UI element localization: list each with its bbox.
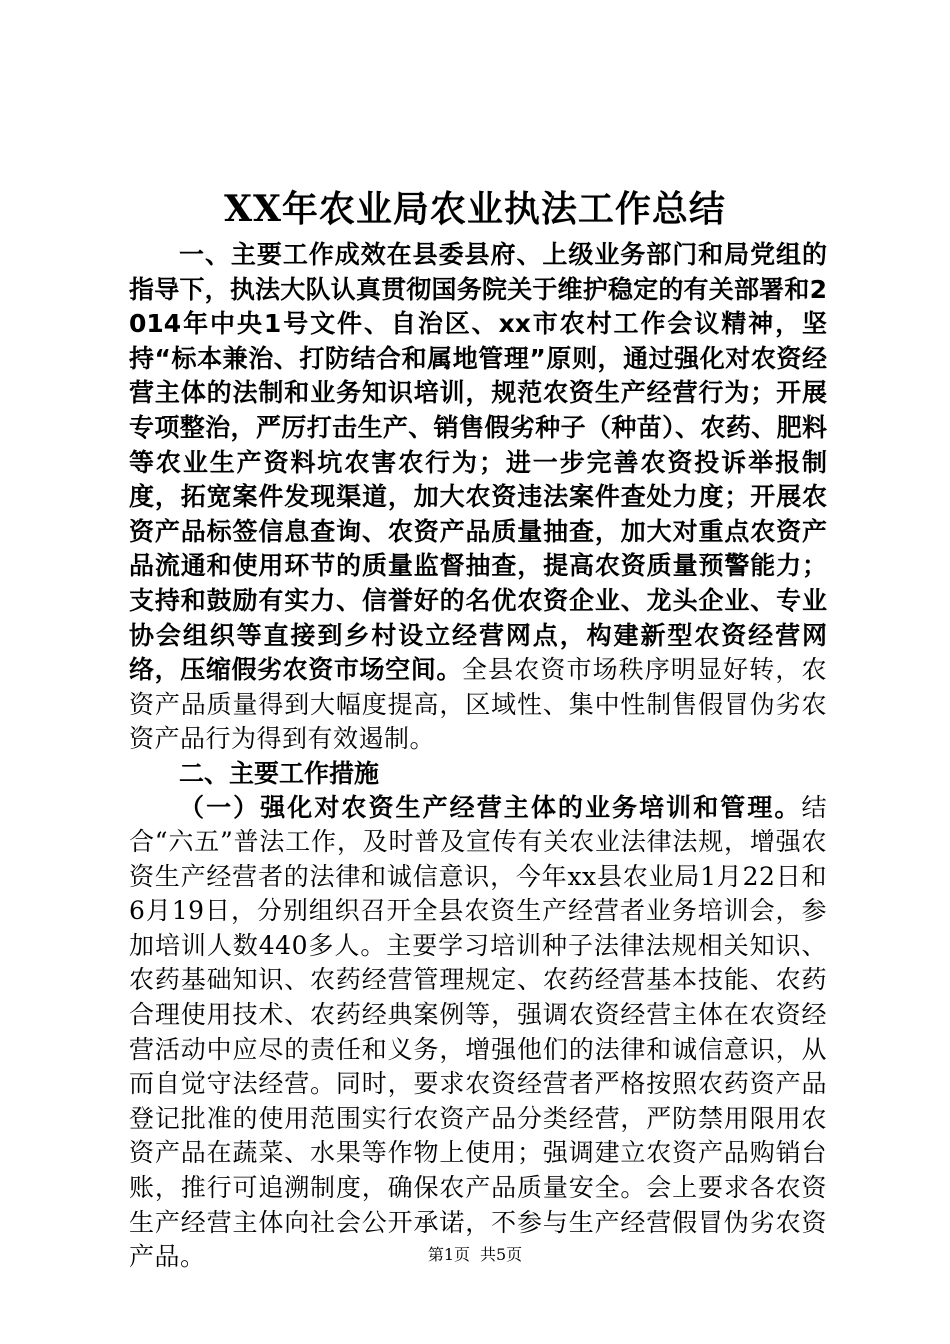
section-1-bold-text: 一、主要工作成效在县委县府、上级业务部门和局党组的指导下，执法大队认真贯彻国务院关于维护稳定的有关部署和2014年中央1号文件、自治区、xx市农村工作会议精神，坚持“标本兼治、打防结合和属地管理”原则，通过强化对农资经营主体的法制和业务知识培训，规范农资生产经营行为；开展专项整治，严厉打击生产、销售假劣种子（种苗）、农药、肥料等农业生产资料坑农害农行为；进一步完善农资投诉举报制度，拓宽案件发现渠道，加大农资违法案件查处力度；开展农资产品标签信息查询、农资产品质量抽查，加大对重点农资产品流通和使用环节的质量监督抽查，提高农资质量预警能力；支持和鼓励有实力、信誉好的名优农资企业、龙头企业、专业协会组织等直接到乡村设立经营网点，构建新型农资经营网络，压缩假劣农资市场空间。	[129, 240, 827, 685]
document-body	[129, 238, 827, 1275]
subsection-1-bold-text: （一）强化对农资生产经营主体的业务培训和管理。	[179, 792, 802, 822]
section-2-heading: 二、主要工作措施	[179, 758, 380, 788]
subsection-1-paragraph	[129, 791, 827, 1275]
page-footer	[0, 1244, 950, 1266]
page-total: 共5页	[480, 1245, 523, 1264]
page-number: 第1页	[427, 1245, 470, 1264]
document-title: XX年农业局农业执法工作总结	[224, 188, 726, 230]
section-1-paragraph	[129, 238, 827, 757]
subsection-1-normal-text: 结合“六五”普法工作，及时普及宣传有关农业法律法规，增强农资生产经营者的法律和诚信意识，今年xx县农业局1月22日和6月19日，分别组织召开全县农资生产经营者业务培训会，参加培训人数440多人。主要学习培训种子法律法规相关知识、农药基础知识、农药经营管理规定、农药经营基本技能、农药合理使用技术、农药经典案例等，强调农资经营主体在农资经营活动中应尽的责任和义务，增强他们的法律和诚信意识，从而自觉守法经营。同时，要求农资经营者严格按照农药资产品登记批准的使用范围实行农资产品分类经营，严防禁用限用农资产品在蔬菜、水果等作物上使用；强调建立农资产品购销台账，推行可追溯制度，确保农产品质量安全。会上要求各农资生产经营主体向社会公开承诺，不参与生产经营假冒伪劣农资产品。	[129, 792, 827, 1272]
section-1-normal-text: 全县农资市场秩序明显好转，农资产品质量得到大幅度提高，区域性、集中性制售假冒伪劣农资产品行为得到有效遏制。	[129, 655, 827, 754]
